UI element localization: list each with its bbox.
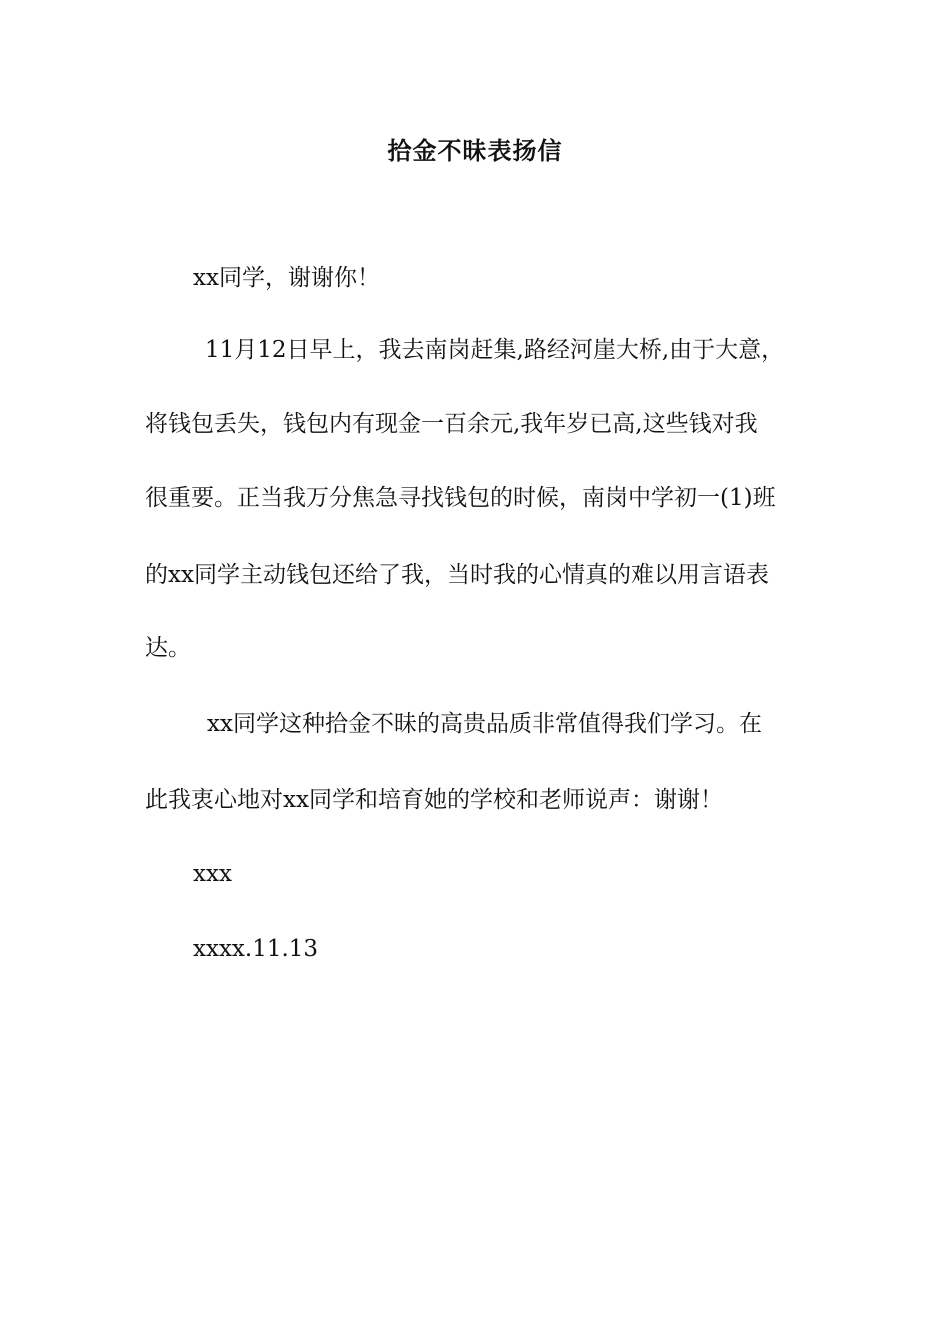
body-line-1: 11月12日早上，我去南岗赶集,路经河崖大桥,由于大意，: [205, 337, 785, 363]
signature-date: xxxx.11.13: [193, 936, 319, 962]
body-line-7: 此我衷心地对xx同学和培育她的学校和老师说声：谢谢！: [145, 787, 723, 813]
body-line-5: 达。: [145, 635, 191, 661]
body-line-2: 将钱包丢失，钱包内有现金一百余元,我年岁已高,这些钱对我: [145, 411, 758, 437]
body-line-6: xx同学这种拾金不昧的高贵品质非常值得我们学习。在: [207, 711, 762, 737]
signature-name: xxx: [193, 861, 232, 887]
salutation-line: xx同学，谢谢你！: [193, 265, 380, 291]
body-line-4: 的xx同学主动钱包还给了我，当时我的心情真的难以用言语表: [145, 562, 769, 588]
body-line-3: 很重要。正当我万分焦急寻找钱包的时候，南岗中学初一(1)班: [145, 485, 776, 511]
document-title: 拾金不昧表扬信: [387, 137, 563, 165]
